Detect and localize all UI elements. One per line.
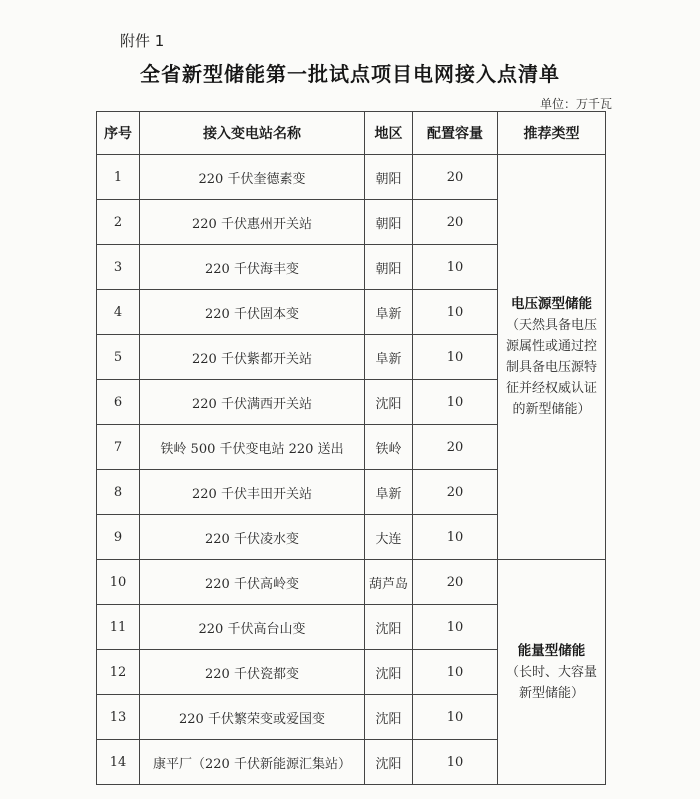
row-no: 1 xyxy=(97,155,140,200)
unit-note: 单位：万千瓦 xyxy=(539,97,612,111)
row-no: 12 xyxy=(97,650,140,695)
row-region: 沈阳 xyxy=(365,650,413,695)
row-capacity: 10 xyxy=(413,605,498,650)
row-region: 朝阳 xyxy=(365,245,413,290)
row-region: 铁岭 xyxy=(365,425,413,470)
row-capacity: 20 xyxy=(413,470,498,515)
header-type: 推荐类型 xyxy=(498,112,606,155)
row-region: 葫芦岛 xyxy=(365,560,413,605)
row-region: 朝阳 xyxy=(365,155,413,200)
category-desc: （天然具备电压源属性或通过控制具备电压源特征并经权威认证的新型储能） xyxy=(505,318,597,417)
header-region: 地区 xyxy=(365,112,413,155)
row-station: 220 千伏丰田开关站 xyxy=(140,470,365,515)
row-no: 6 xyxy=(97,380,140,425)
row-no: 14 xyxy=(97,740,140,785)
attachment-label: 附件 1 xyxy=(120,32,165,50)
row-station: 康平厂（220 千伏新能源汇集站） xyxy=(140,740,365,785)
document-title: 全省新型储能第一批试点项目电网接入点清单 xyxy=(140,62,560,86)
row-region: 沈阳 xyxy=(365,380,413,425)
row-capacity: 10 xyxy=(413,695,498,740)
row-no: 8 xyxy=(97,470,140,515)
row-capacity: 10 xyxy=(413,650,498,695)
row-region: 沈阳 xyxy=(365,605,413,650)
row-capacity: 20 xyxy=(413,155,498,200)
row-station: 220 千伏高台山变 xyxy=(140,605,365,650)
row-region: 阜新 xyxy=(365,470,413,515)
row-station: 220 千伏固本变 xyxy=(140,290,365,335)
access-point-table xyxy=(96,111,606,785)
row-no: 11 xyxy=(97,605,140,650)
row-region: 阜新 xyxy=(365,335,413,380)
row-region: 阜新 xyxy=(365,290,413,335)
row-no: 3 xyxy=(97,245,140,290)
table-header-row xyxy=(97,112,606,155)
row-no: 4 xyxy=(97,290,140,335)
row-capacity: 10 xyxy=(413,380,498,425)
row-capacity: 10 xyxy=(413,740,498,785)
row-station: 220 千伏惠州开关站 xyxy=(140,200,365,245)
row-station: 220 千伏紫都开关站 xyxy=(140,335,365,380)
row-capacity: 10 xyxy=(413,515,498,560)
row-station: 220 千伏繁荣变或爱国变 xyxy=(140,695,365,740)
row-region: 沈阳 xyxy=(365,740,413,785)
row-station: 铁岭 500 千伏变电站 220 送出 xyxy=(140,425,365,470)
row-station: 220 千伏满西开关站 xyxy=(140,380,365,425)
row-capacity: 10 xyxy=(413,335,498,380)
row-station: 220 千伏高岭变 xyxy=(140,560,365,605)
row-no: 5 xyxy=(97,335,140,380)
row-station: 220 千伏凌水变 xyxy=(140,515,365,560)
row-station: 220 千伏海丰变 xyxy=(140,245,365,290)
row-region: 朝阳 xyxy=(365,200,413,245)
category-desc: （长时、大容量新型储能） xyxy=(505,664,597,701)
category-title: 能量型储能 xyxy=(517,642,586,659)
row-region: 沈阳 xyxy=(365,695,413,740)
header-capacity: 配置容量 xyxy=(413,112,498,155)
row-capacity: 10 xyxy=(413,245,498,290)
row-no: 7 xyxy=(97,425,140,470)
category-title: 电压源型储能 xyxy=(511,296,592,312)
table-row xyxy=(97,155,606,200)
row-no: 2 xyxy=(97,200,140,245)
row-region: 大连 xyxy=(365,515,413,560)
row-capacity: 10 xyxy=(413,290,498,335)
row-no: 9 xyxy=(97,515,140,560)
header-no: 序号 xyxy=(97,112,140,155)
row-capacity: 20 xyxy=(413,560,498,605)
header-station: 接入变电站名称 xyxy=(140,112,365,155)
table-row xyxy=(97,560,606,605)
category-energy-type xyxy=(498,560,606,785)
row-capacity: 20 xyxy=(413,200,498,245)
category-voltage-source xyxy=(498,155,606,560)
row-capacity: 20 xyxy=(413,425,498,470)
row-no: 13 xyxy=(97,695,140,740)
row-station: 220 千伏奎德素变 xyxy=(140,155,365,200)
row-no: 10 xyxy=(97,560,140,605)
row-station: 220 千伏瓷都变 xyxy=(140,650,365,695)
